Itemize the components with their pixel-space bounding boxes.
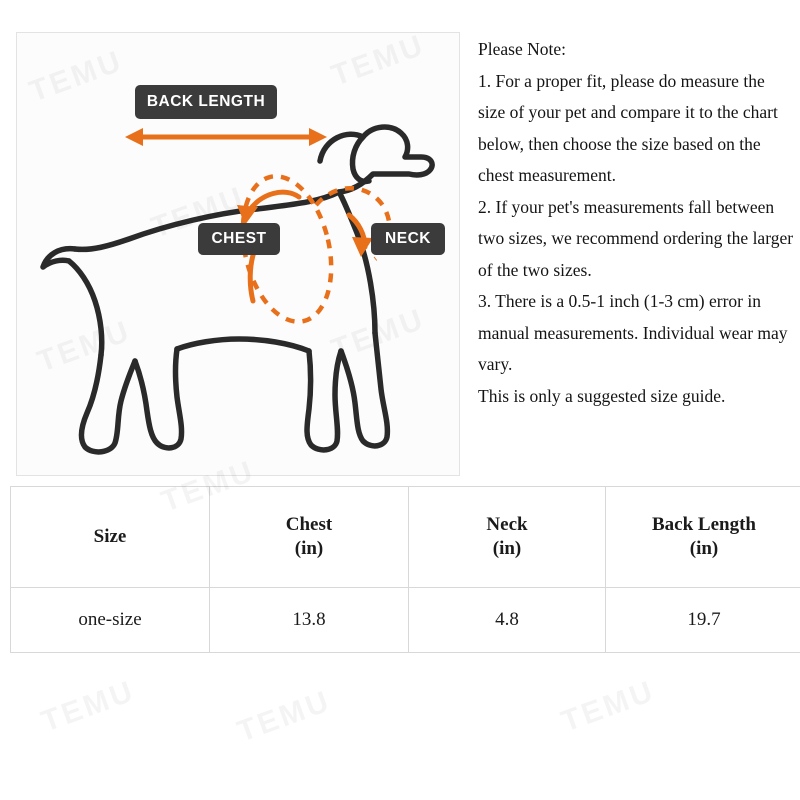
watermark-text xyxy=(557,674,660,739)
note-line-1: 1. For a proper fit, please do measure the size of your pet and compare it to the chart below, then choose the size based on the chest measurement. xyxy=(478,70,778,185)
watermark-text xyxy=(233,684,336,749)
column-header-size xyxy=(11,487,210,588)
column-header-chest xyxy=(210,487,409,588)
note-heading: Please Note: xyxy=(478,39,566,59)
cell-back-length: 19.7 xyxy=(606,588,800,653)
column-header-neck-unit: (in) xyxy=(492,538,522,559)
table-row xyxy=(11,588,800,653)
column-header-chest-unit: (in) xyxy=(294,538,324,559)
size-chart-table xyxy=(10,486,800,653)
chest-label: CHEST xyxy=(198,223,280,255)
column-header-neck-label: Neck xyxy=(486,514,528,535)
neck-label: NECK xyxy=(371,223,445,255)
column-header-back-length xyxy=(606,487,800,588)
column-header-back-length-unit: (in) xyxy=(689,538,719,559)
column-header-neck xyxy=(409,487,606,588)
dog-measurement-diagram xyxy=(16,32,460,476)
cell-chest: 13.8 xyxy=(210,588,409,653)
cell-size: one-size xyxy=(11,588,210,653)
watermark-text xyxy=(37,674,140,739)
back-length-label: BACK LENGTH xyxy=(135,85,277,119)
cell-neck: 4.8 xyxy=(409,588,606,653)
note-line-2: 2. If your pet's measurements fall between two sizes, we recommend ordering the larger of the two sizes. xyxy=(478,196,794,280)
note-line-3: 3. There is a 0.5-1 inch (1-3 cm) error in manual measurements. Individual wear may vary. xyxy=(478,291,788,374)
column-header-back-length-label: Back Length xyxy=(652,514,756,535)
dog-outline-path xyxy=(43,127,432,452)
table-header-row xyxy=(11,487,800,588)
note-line-4: This is only a suggested size guide. xyxy=(478,385,726,406)
back-length-arrow xyxy=(125,128,327,146)
column-header-size-label: Size xyxy=(93,526,127,547)
please-note-block xyxy=(478,34,794,412)
column-header-chest-label: Chest xyxy=(285,514,333,535)
